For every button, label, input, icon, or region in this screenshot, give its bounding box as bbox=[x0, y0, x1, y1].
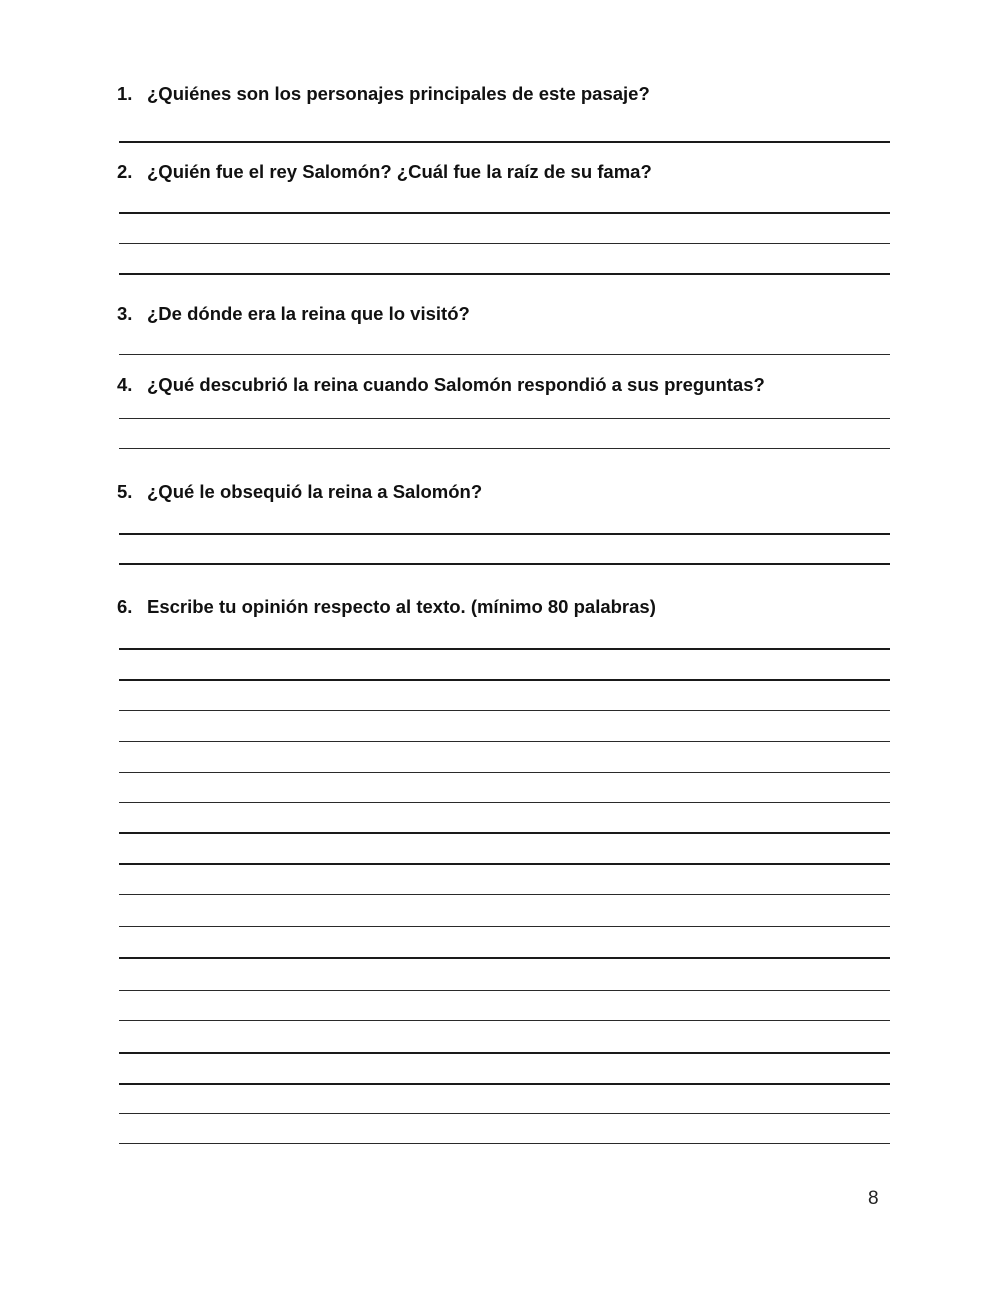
answer-line[interactable] bbox=[119, 926, 890, 927]
answer-line[interactable] bbox=[119, 863, 890, 865]
answer-line[interactable] bbox=[119, 679, 890, 681]
question-2 bbox=[117, 161, 652, 183]
answer-line[interactable] bbox=[119, 957, 890, 959]
answer-line[interactable] bbox=[119, 563, 890, 565]
answer-line[interactable] bbox=[119, 212, 890, 214]
answer-line[interactable] bbox=[119, 648, 890, 650]
answer-line[interactable] bbox=[119, 418, 890, 419]
answer-line[interactable] bbox=[119, 273, 890, 275]
answer-line[interactable] bbox=[119, 533, 890, 535]
question-text: Escribe tu opinión respecto al texto. (mínimo 80 palabras) bbox=[147, 596, 656, 617]
answer-line[interactable] bbox=[119, 741, 890, 742]
question-number: 2. bbox=[117, 161, 133, 182]
answer-line[interactable] bbox=[119, 894, 890, 895]
answer-line[interactable] bbox=[119, 1113, 890, 1114]
question-4 bbox=[117, 374, 765, 396]
answer-line[interactable] bbox=[119, 1083, 890, 1085]
question-text: ¿Quién fue el rey Salomón? ¿Cuál fue la raíz de su fama? bbox=[147, 161, 652, 182]
question-1 bbox=[117, 83, 650, 105]
question-text: ¿Qué le obsequió la reina a Salomón? bbox=[147, 481, 483, 502]
question-6 bbox=[117, 596, 656, 618]
answer-line[interactable] bbox=[119, 990, 890, 991]
question-text: ¿Quiénes son los personajes principales de este pasaje? bbox=[147, 83, 650, 104]
answer-line[interactable] bbox=[119, 1052, 890, 1054]
answer-line[interactable] bbox=[119, 802, 890, 803]
question-3 bbox=[117, 303, 470, 325]
answer-line[interactable] bbox=[119, 772, 890, 773]
answer-line[interactable] bbox=[119, 1143, 890, 1144]
answer-line[interactable] bbox=[119, 832, 890, 834]
answer-line[interactable] bbox=[119, 710, 890, 711]
question-number: 1. bbox=[117, 83, 133, 104]
question-number: 4. bbox=[117, 374, 133, 395]
answer-line[interactable] bbox=[119, 1020, 890, 1021]
question-5 bbox=[117, 481, 482, 503]
question-number: 3. bbox=[117, 303, 133, 324]
answer-line[interactable] bbox=[119, 354, 890, 355]
answer-line[interactable] bbox=[119, 448, 890, 449]
question-number: 5. bbox=[117, 481, 133, 502]
answer-line[interactable] bbox=[119, 243, 890, 244]
question-number: 6. bbox=[117, 596, 133, 617]
page-number: 8 bbox=[868, 1188, 879, 1209]
question-text: ¿De dónde era la reina que lo visitó? bbox=[147, 303, 470, 324]
question-text: ¿Qué descubrió la reina cuando Salomón respondió a sus preguntas? bbox=[147, 374, 765, 395]
answer-line[interactable] bbox=[119, 141, 890, 143]
